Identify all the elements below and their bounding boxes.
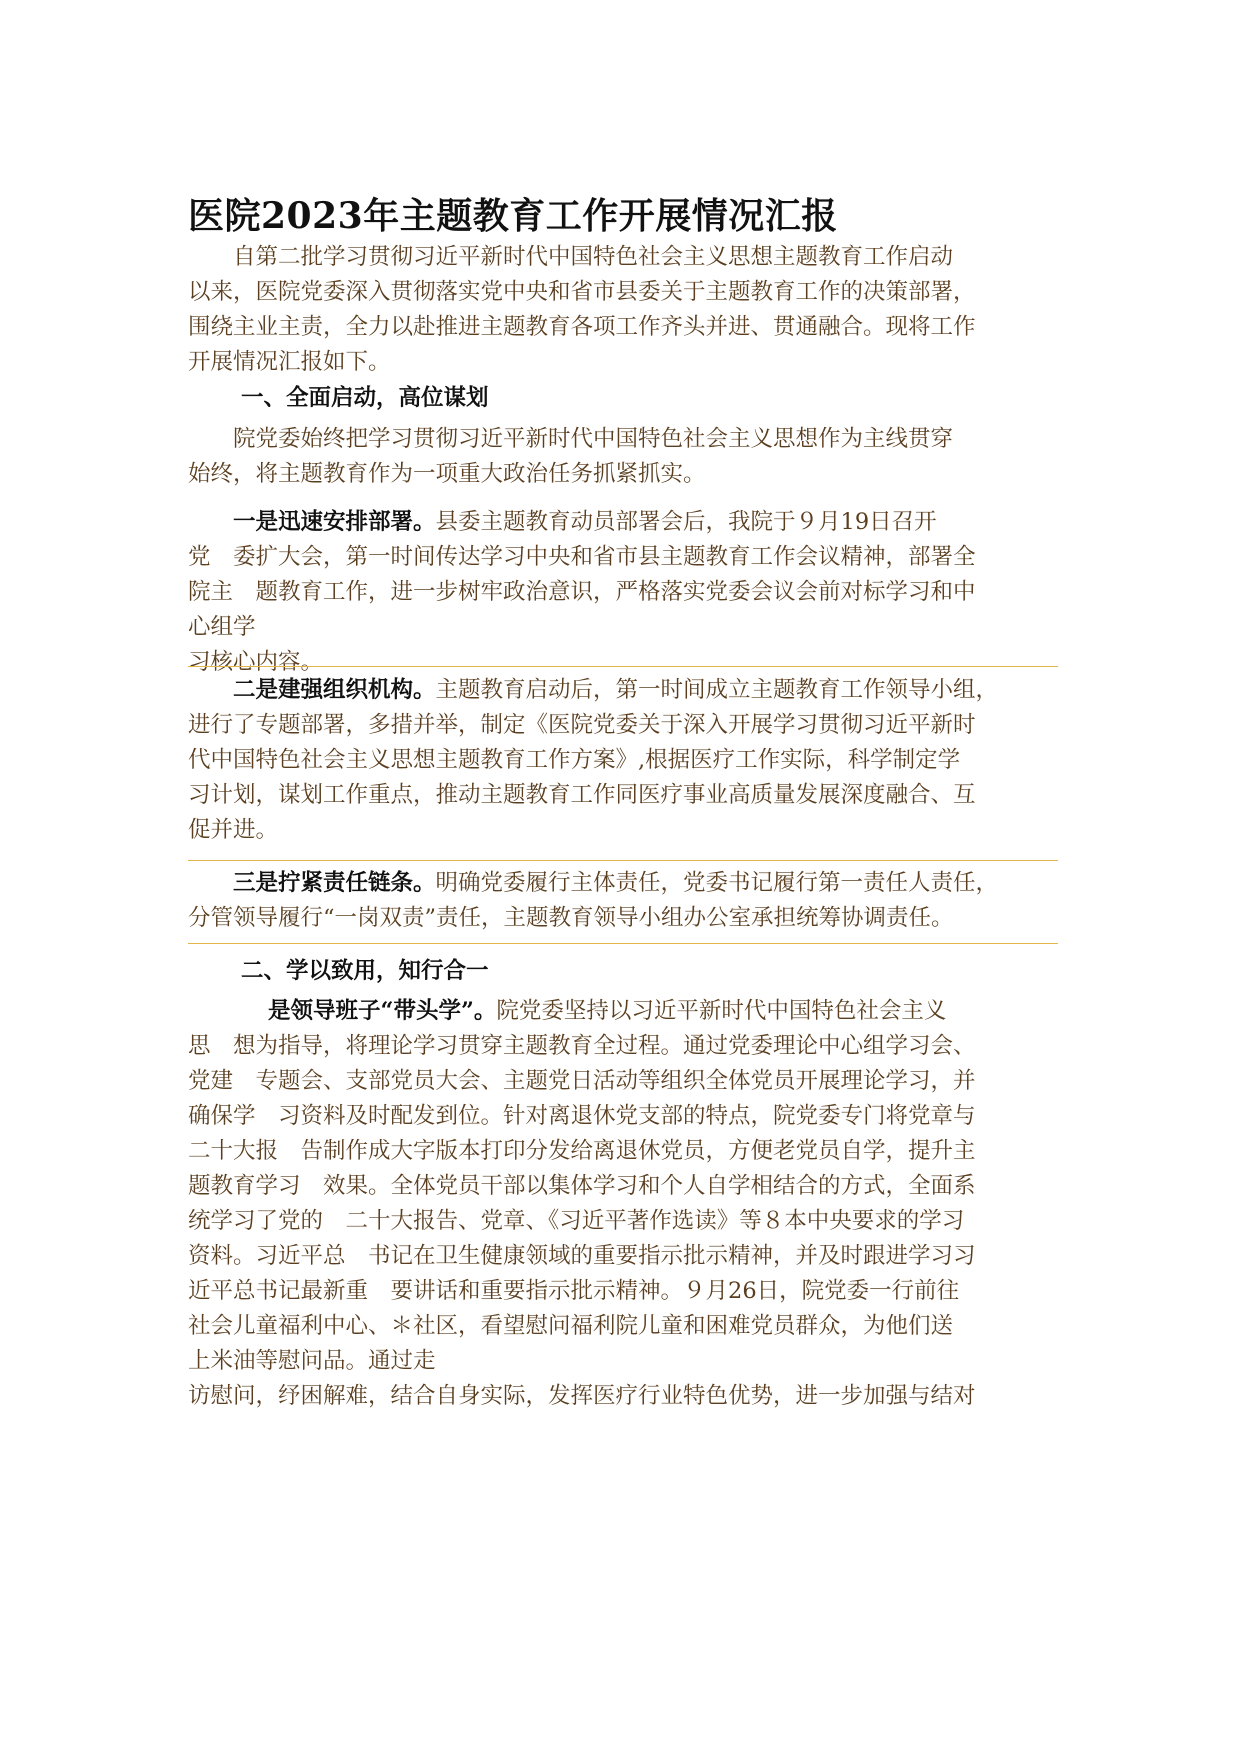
item-line: 党建 专题会、支部党员大会、主题党日活动等组织全体党员开展理论学习，并 (188, 1068, 976, 1094)
section1-intro-line: 始终，将主题教育作为一项重大政治任务抓紧抓实。 (188, 461, 706, 487)
item-line: 社会儿童福利中心、＊社区，看望慰问福利院儿童和困难党员群众，为他们送 (188, 1313, 954, 1339)
intro-line: 以来，医院党委深入贯彻落实党中央和省市县委关于主题教育工作的决策部署， (188, 279, 976, 305)
divider (188, 666, 1058, 667)
document-page (188, 0, 1058, 1754)
document-title: 医院2023年主题教育工作开展情况汇报 (188, 195, 838, 237)
section1-item2 (188, 673, 1058, 848)
item-lead: 二是建强组织机构。 (233, 677, 436, 703)
item-lead: 是领导班子“带头学”。 (268, 998, 497, 1024)
section1-intro-line: 院党委始终把学习贯彻习近平新时代中国特色社会主义思想作为主线贯穿 (233, 426, 954, 452)
intro-line: 开展情况汇报如下。 (188, 349, 391, 375)
item-line: 上米油等慰问品。通过走 (188, 1348, 436, 1374)
item-text: 县委主题教育动员部署会后，我院于９月19日召开 (435, 509, 937, 535)
divider (188, 860, 1058, 861)
intro-line: 自第二批学习贯彻习近平新时代中国特色社会主义思想主题教育工作启动 (233, 244, 954, 270)
section1-item3 (188, 866, 1058, 936)
item-line: 心组学 (188, 614, 256, 640)
item-line: 党 委扩大会，第一时间传达学习中央和省市县主题教育工作会议精神，部署全 (188, 544, 976, 570)
item-line: 确保学 习资料及时配发到位。针对离退休党支部的特点，院党委专门将党章与 (188, 1103, 976, 1129)
item-line: 二十大报 告制作成大字版本打印分发给离退休党员，方便老党员自学，提升主 (188, 1138, 976, 1164)
intro-line: 围绕主业主责，全力以赴推进主题教育各项工作齐头并进、贯通融合。现将工作 (188, 314, 976, 340)
item-line: 题教育学习 效果。全体党员干部以集体学习和个人自学相结合的方式，全面系 (188, 1173, 976, 1199)
item-line: 促并进。 (188, 817, 279, 843)
section1-intro (188, 422, 1058, 492)
section1-item1 (188, 505, 1058, 680)
item-text: 明确党委履行主体责任，党委书记履行第一责任人责任， (435, 870, 999, 896)
item-line: 访慰问，纾困解难，结合自身实际，发挥医疗行业特色优势，进一步加强与结对 (188, 1383, 976, 1409)
item-line: 思 想为指导，将理论学习贯穿主题教育全过程。通过党委理论中心组学习会、 (188, 1033, 976, 1059)
item-line: 资料。习近平总 书记在卫生健康领域的重要指示批示精神，并及时跟进学习习 (188, 1243, 976, 1269)
item-lead: 一是迅速安排部署。 (233, 509, 436, 535)
section2-item1 (188, 994, 1058, 1414)
item-line: 习计划，谋划工作重点，推动主题教育工作同医疗事业高质量发展深度融合、互 (188, 782, 976, 808)
item-line: 近平总书记最新重 要讲话和重要指示批示精神。９月26日，院党委一行前往 (188, 1278, 960, 1304)
section-heading-1: 一、全面启动，高位谋划 (241, 385, 489, 411)
divider (188, 943, 1058, 944)
item-line: 进行了专题部署，多措并举，制定《医院党委关于深入开展学习贯彻习近平新时 (188, 712, 976, 738)
item-lead: 三是拧紧责任链条。 (233, 870, 436, 896)
section-heading-2: 二、学以致用，知行合一 (241, 958, 489, 984)
intro-paragraph (188, 240, 1058, 380)
item-line: 习核心内容。 (188, 649, 324, 675)
item-line: 院主 题教育工作，进一步树牢政治意识，严格落实党委会议会前对标学习和中 (188, 579, 976, 605)
item-text: 主题教育启动后，第一时间成立主题教育工作领导小组， (435, 677, 999, 703)
item-line: 统学习了党的 二十大报告、党章、《习近平著作选读》等８本中央要求的学习 (188, 1208, 965, 1234)
item-line: 代中国特色社会主义思想主题教育工作方案》,根据医疗工作实际，科学制定学 (188, 747, 961, 773)
item-text: 院党委坚持以习近平新时代中国特色社会主义 (496, 998, 947, 1024)
item-line: 分管领导履行“一岗双责”责任，主题教育领导小组办公室承担统筹协调责任。 (188, 905, 954, 931)
